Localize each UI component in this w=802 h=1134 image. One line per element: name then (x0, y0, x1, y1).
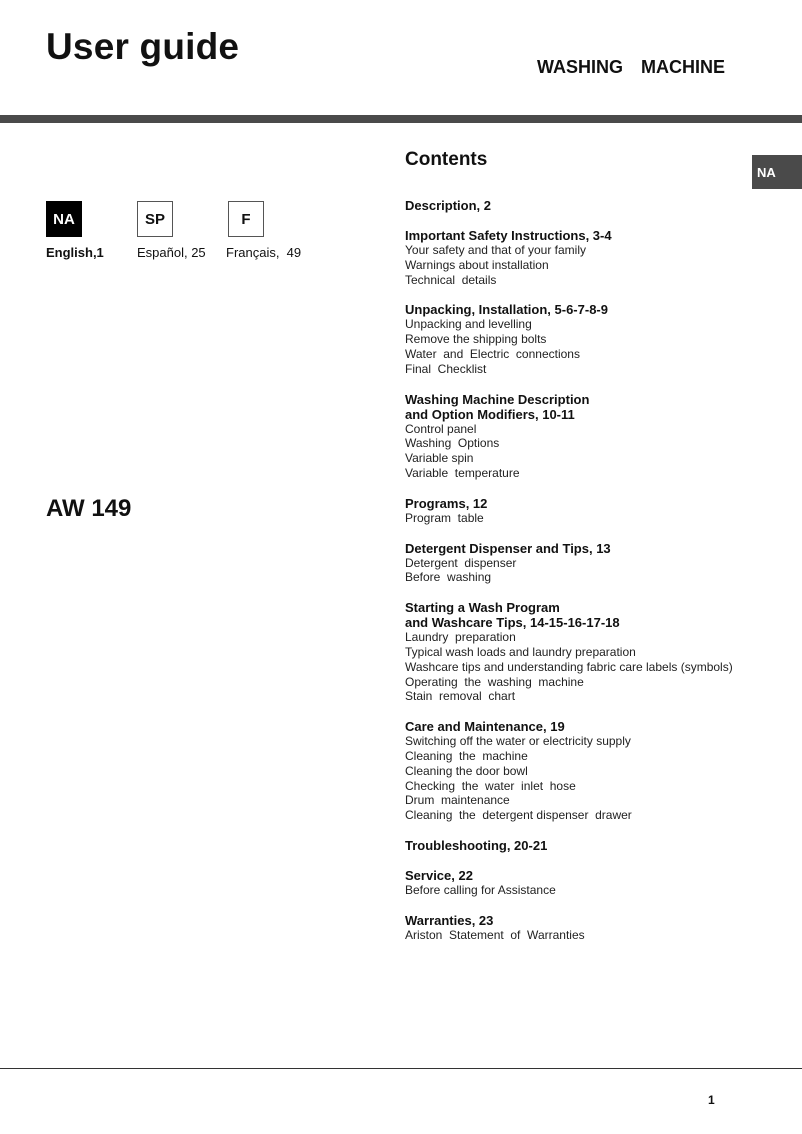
toc-section (405, 198, 755, 213)
toc-item[interactable]: Remove the shipping bolts (405, 332, 547, 347)
toc-item[interactable]: Checking the water inlet hose (405, 778, 576, 793)
toc-item[interactable]: Operating the washing machine (405, 674, 584, 689)
toc-section-title[interactable]: Troubleshooting, 20-21 (405, 837, 548, 853)
language-side-tab: NA (752, 155, 802, 189)
page-title: User guide (46, 26, 240, 67)
toc-section-title[interactable]: Unpacking, Installation, 5-6-7-8-9 (405, 302, 608, 318)
language-label-espanol[interactable]: Español, 25 (137, 245, 206, 260)
page-number: 1 (708, 1093, 715, 1107)
toc-section-title[interactable]: Washing Machine Description and Option Modifiers, 10-11 (405, 391, 590, 422)
toc-item[interactable]: Drum maintenance (405, 793, 510, 808)
toc-item[interactable]: Cleaning the door bowl (405, 763, 528, 778)
table-of-contents (405, 198, 755, 958)
toc-item[interactable]: Cleaning the detergent dispenser drawer (405, 808, 632, 823)
toc-item[interactable]: Stain removal chart (405, 689, 516, 704)
toc-section-title[interactable]: Detergent Dispenser and Tips, 13 (405, 540, 611, 556)
toc-section (405, 600, 755, 704)
toc-section-title[interactable]: Important Safety Instructions, 3-4 (405, 228, 612, 243)
toc-item[interactable]: Typical wash loads and laundry preparation (405, 644, 636, 659)
toc-item[interactable]: Technical details (405, 272, 497, 287)
toc-section (405, 838, 755, 853)
language-label-francais[interactable]: Français, 49 (226, 245, 302, 260)
toc-item[interactable]: Washcare tips and understanding fabric care labels (symbols) (405, 659, 733, 674)
toc-section (405, 392, 755, 481)
contents-heading: Contents (405, 149, 488, 170)
language-box-na[interactable]: NA (46, 201, 82, 237)
product-type: WASHING MACHINE (537, 57, 725, 77)
language-label-english[interactable]: English,1 (46, 245, 104, 260)
toc-section (405, 868, 755, 898)
model-number: AW 149 (46, 495, 132, 522)
toc-item[interactable]: Control panel (405, 421, 477, 436)
toc-section (405, 302, 755, 376)
toc-section-title[interactable]: Description, 2 (405, 198, 491, 213)
toc-section (405, 913, 755, 943)
toc-item[interactable]: Before calling for Assistance (405, 882, 556, 897)
toc-item[interactable]: Switching off the water or electricity supply (405, 734, 631, 749)
footer-divider (0, 1068, 802, 1069)
toc-section-title[interactable]: Care and Maintenance, 19 (405, 719, 565, 735)
header-divider (0, 115, 802, 123)
toc-section-title[interactable]: Warranties, 23 (405, 912, 494, 928)
toc-item[interactable]: Ariston Statement of Warranties (405, 927, 585, 942)
language-box-f[interactable]: F (228, 201, 264, 237)
toc-item[interactable]: Variable temperature (405, 465, 520, 480)
toc-item[interactable]: Before washing (405, 570, 492, 585)
language-box-sp[interactable]: SP (137, 201, 173, 237)
toc-item[interactable]: Your safety and that of your family (405, 243, 586, 257)
toc-item[interactable]: Water and Electric connections (405, 346, 580, 361)
toc-section-title[interactable]: Programs, 12 (405, 495, 488, 511)
toc-item[interactable]: Laundry preparation (405, 630, 516, 645)
toc-section (405, 496, 755, 526)
toc-item[interactable]: Washing Options (405, 436, 500, 451)
toc-item[interactable]: Program table (405, 510, 484, 525)
toc-item[interactable]: Cleaning the machine (405, 748, 528, 763)
toc-item[interactable]: Unpacking and levelling (405, 317, 532, 332)
toc-item[interactable]: Detergent dispenser (405, 555, 517, 570)
toc-section-title[interactable]: Service, 22 (405, 867, 473, 883)
toc-section-title[interactable]: Starting a Wash Program and Washcare Tips, 14-15-16-17-18 (405, 600, 620, 631)
toc-section (405, 719, 755, 823)
toc-section (405, 541, 755, 586)
toc-section (405, 228, 755, 287)
toc-item[interactable]: Warnings about installation (405, 257, 549, 272)
toc-item[interactable]: Final Checklist (405, 361, 487, 376)
toc-item[interactable]: Variable spin (405, 451, 474, 466)
